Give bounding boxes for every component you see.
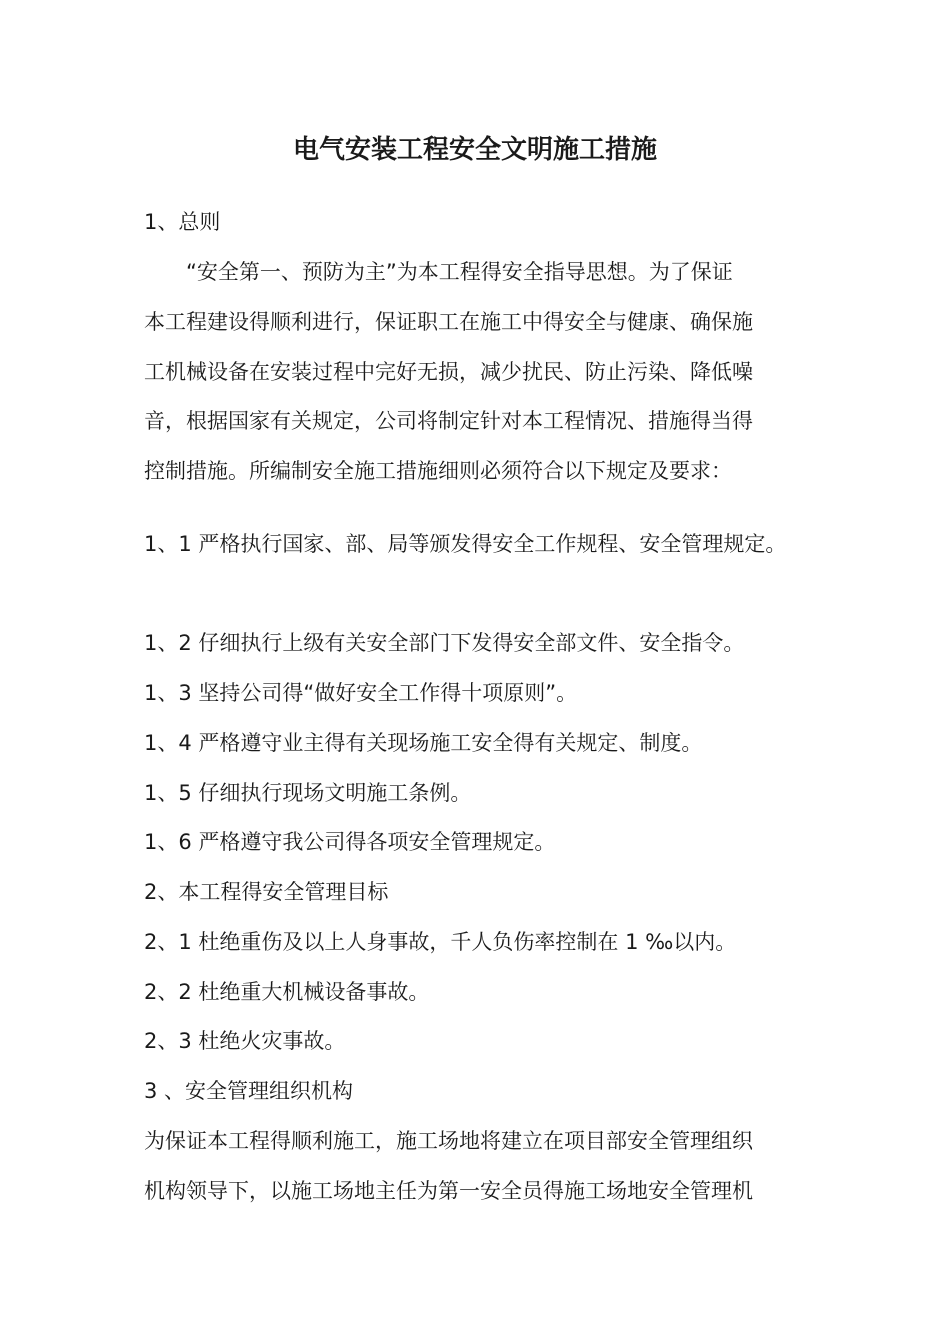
list-item: 1、1 严格执行国家、部、局等颁发得安全工作规程、安全管理规定。 (144, 532, 787, 556)
section-heading-targets: 2、本工程得安全管理目标 (144, 880, 389, 904)
paragraph-line: 音，根据国家有关规定，公司将制定针对本工程情况、措施得当得 (144, 409, 753, 433)
list-item: 2、3 杜绝火灾事故。 (144, 1029, 346, 1053)
list-item: 2、1 杜绝重伤及以上人身事故，千人负伤率控制在 1 ‰以内。 (144, 930, 737, 954)
paragraph-line: 本工程建设得顺利进行，保证职工在施工中得安全与健康、确保施 (144, 310, 753, 334)
list-item: 1、5 仔细执行现场文明施工条例。 (144, 781, 472, 805)
paragraph-line: 机构领导下，以施工场地主任为第一安全员得施工场地安全管理机 (144, 1179, 753, 1203)
list-item: 2、2 杜绝重大机械设备事故。 (144, 980, 430, 1004)
paragraph-line: 控制措施。所编制安全施工措施细则必须符合以下规定及要求： (144, 459, 732, 483)
list-item: 1、6 严格遵守我公司得各项安全管理规定。 (144, 830, 556, 854)
list-item: 1、2 仔细执行上级有关安全部门下发得安全部文件、安全指令。 (144, 631, 745, 655)
paragraph-line: 为保证本工程得顺利施工，施工场地将建立在项目部安全管理组织 (144, 1129, 753, 1153)
list-item: 1、4 严格遵守业主得有关现场施工安全得有关规定、制度。 (144, 731, 703, 755)
list-item: 1、3 坚持公司得“做好安全工作得十项原则”。 (144, 681, 578, 705)
section-heading-general: 1、总则 (144, 210, 221, 234)
paragraph-line: 工机械设备在安装过程中完好无损，减少扰民、防止污染、降低噪 (144, 360, 753, 384)
paragraph-line: “安全第一、预防为主”为本工程得安全指导思想。为了保证 (186, 260, 733, 284)
section-heading-organization: 3 、安全管理组织机构 (144, 1079, 354, 1103)
document-title: 电气安装工程安全文明施工措施 (292, 135, 657, 165)
